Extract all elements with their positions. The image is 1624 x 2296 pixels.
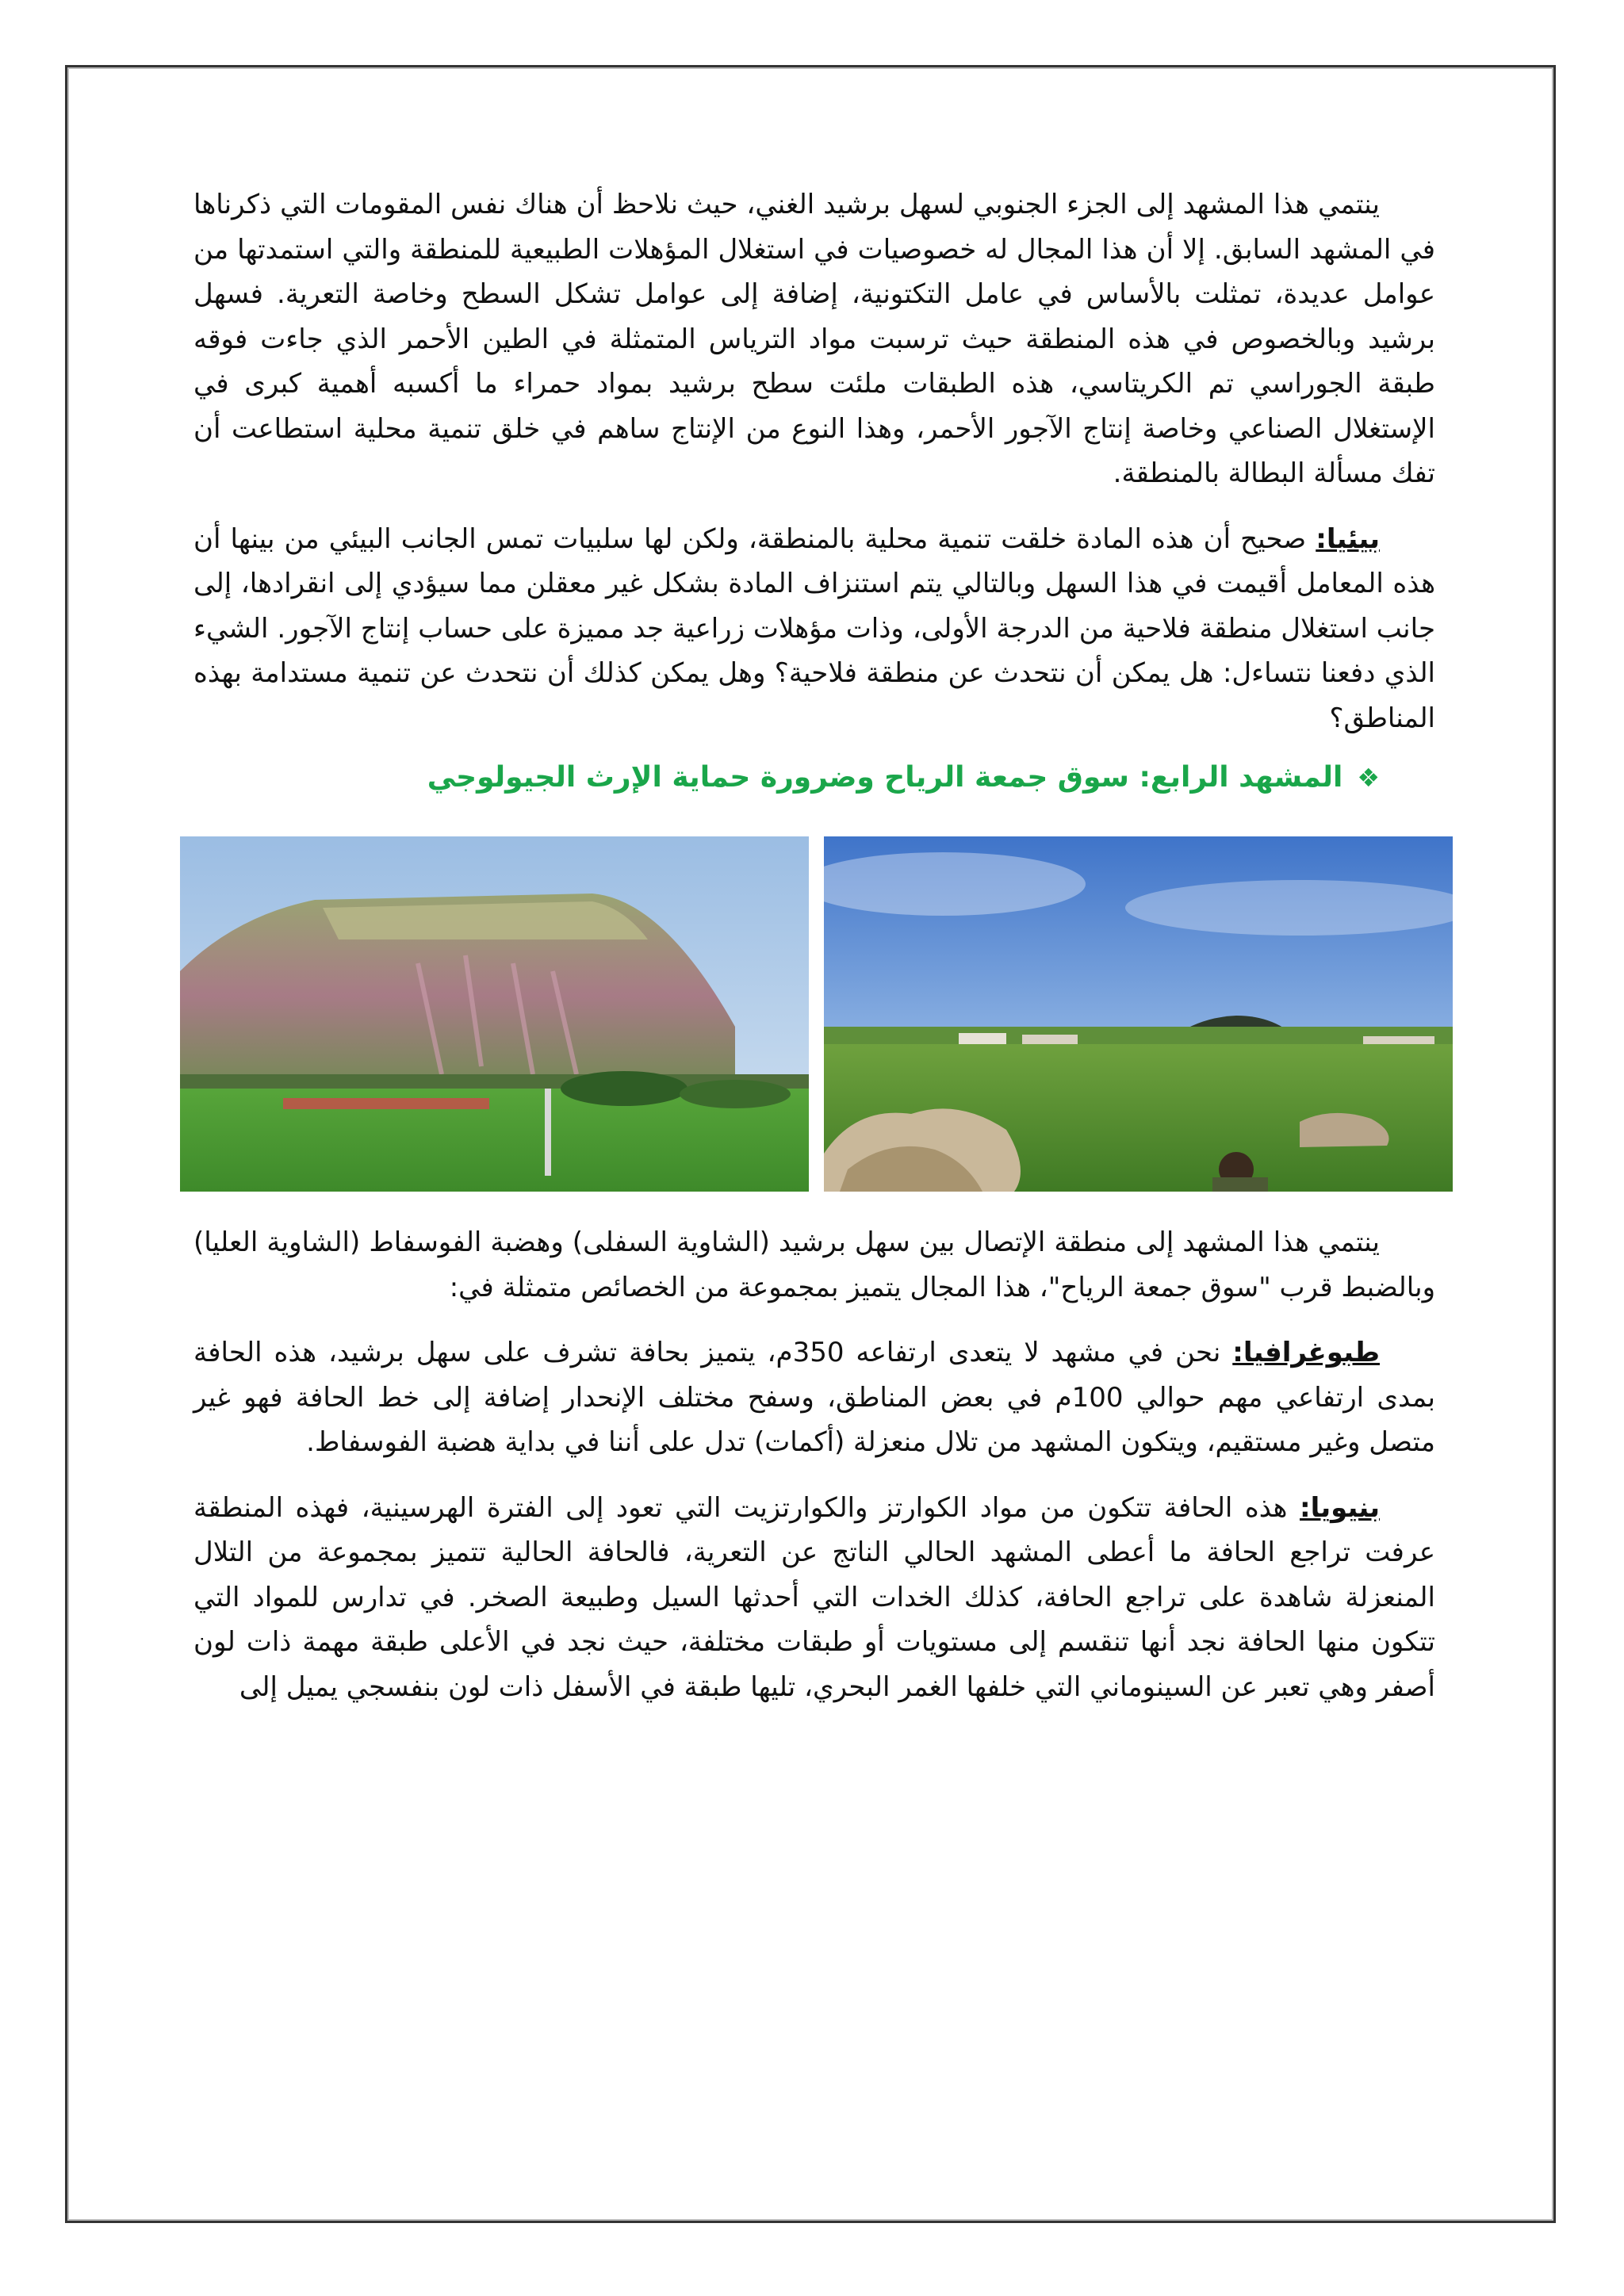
paragraph-text-structural: هذه الحافة تتكون من مواد الكوارتز والكوارتزيت التي تعود إلى الفترة الهرسينية، فهذه المنطقة عرفت تراجع الحافة ما أعطى المشهد الحالي الناتج عن التعرية، فالحافة الحالية تتميز بمجموعة من التلال المنعزلة شاهدة على تراجع الحافة، كذلك الخدات التي أحدثها السيل وطبيعة الصخر. في تدارس للمواد التي تتكون منها الحافة نجد أنها تنقسم إلى مستويات أو طبقات مختلفة، حيث نجد في الأعلى طبقة مهمة ذات لون أصفر وهي تعبر عن السينوماني التي خلفها الغمر البحري، تليها طبقة في الأسفل ذات لون بنفسجي يميل إلى — [193, 1491, 1435, 1703]
paragraph-lead-environmental: بيئيا: — [1316, 522, 1380, 555]
section-heading-text: المشهد الرابع: سوق جمعة الرياح وضرورة حماية الإرث الجيولوجي — [427, 761, 1343, 794]
paragraph-text-environmental: صحيح أن هذه المادة خلقت تنمية محلية بالمنطقة، ولكن لها سلبيات تمس الجانب البيئي من بينها أن هذه المعامل أقيمت في هذا السهل وبالتالي يتم استنزاف المادة بشكل غير معقلن مما سيؤدي إلى انقرادها، إلى جانب استغلال منطقة فلاحية من الدرجة الأولى، وذات مؤهلات زراعية جد مميزة على حساب إنتاج الآجور. الشيء الذي دفعنا نتساءل: هل يمكن أن نتحدث عن منطقة فلاحية؟ وهل يمكن كذلك أن نتحدث عن تنمية مستدامة بهذه المناطق؟ — [193, 522, 1435, 734]
plain-landscape-photo-right — [824, 836, 1453, 1192]
paragraph-text-topography: نحن في مشهد لا يتعدى ارتفاعه 350م، يتميز بحافة تشرف على سهل برشيد، هذه الحافة بمدى ارتفاعي مهم حوالي 100م في بعض المناطق، وسفح مختلف الإنحدار إضافة إلى خط الحافة فهو غير متصل وغير مستقيم، ويتكون المشهد من تلال منعزلة (أكمات) تدل على أننا في بداية هضبة الفوسفاط. — [193, 1337, 1436, 1458]
paragraph-intro: ينتمي هذا المشهد إلى الجزء الجنوبي لسهل برشيد الغني، حيث نلاحظ أن هناك نفس المقومات التي ذكرناها في المشهد السابق. إلا أن هذا المجال له خصوصيات في استغلال المؤهلات الطبيعية للمنطقة والتي استمدتها من عوامل عديدة، تمثلت بالأساس في عامل التكتونية، إضافة إلى عوامل تشكل السطح وخاصة التعرية. فسهل برشيد وبالخصوص في هذه المنطقة حيث ترسبت مواد الترياس المتمثلة في الطين الأحمر الذي جاءت فوقه طبقة الجوراسي تم الكريتاسي، هذه الطبقات ملئت سطح برشيد بمواد حمراء ما أكسبه أهمية كبرى في الإستغلال الصناعي وخاصة إنتاج الآجور الأحمر، وهذا النوع من الإنتاج ساهم في خلق تنمية محلية استطاعت أن تفك مسألة البطالة بالمنطقة. — [193, 189, 1435, 489]
paragraph-location: ينتمي هذا المشهد إلى منطقة الإتصال بين سهل برشيد (الشاوية السفلى) وهضبة الفوسفاط (الشاوية العليا) وبالضبط قرب "سوق جمعة الرياح"، هذا المجال يتميز بمجموعة من الخصائص متمثلة في: — [193, 1226, 1435, 1303]
paragraph-structural — [193, 1486, 1435, 1710]
document-body — [193, 182, 1435, 1730]
paragraph-topography — [193, 1330, 1435, 1465]
diamond-bullet-icon: ❖ — [1357, 762, 1380, 793]
mesa-landscape-photo-left — [180, 836, 809, 1192]
photo-row — [180, 836, 1453, 1192]
section-heading — [193, 761, 1380, 794]
paragraph-environmental — [193, 517, 1435, 741]
paragraph-lead-topography: طبوغرافيا: — [1232, 1337, 1380, 1368]
paragraph-lead-structural: بنيويا: — [1300, 1491, 1380, 1524]
